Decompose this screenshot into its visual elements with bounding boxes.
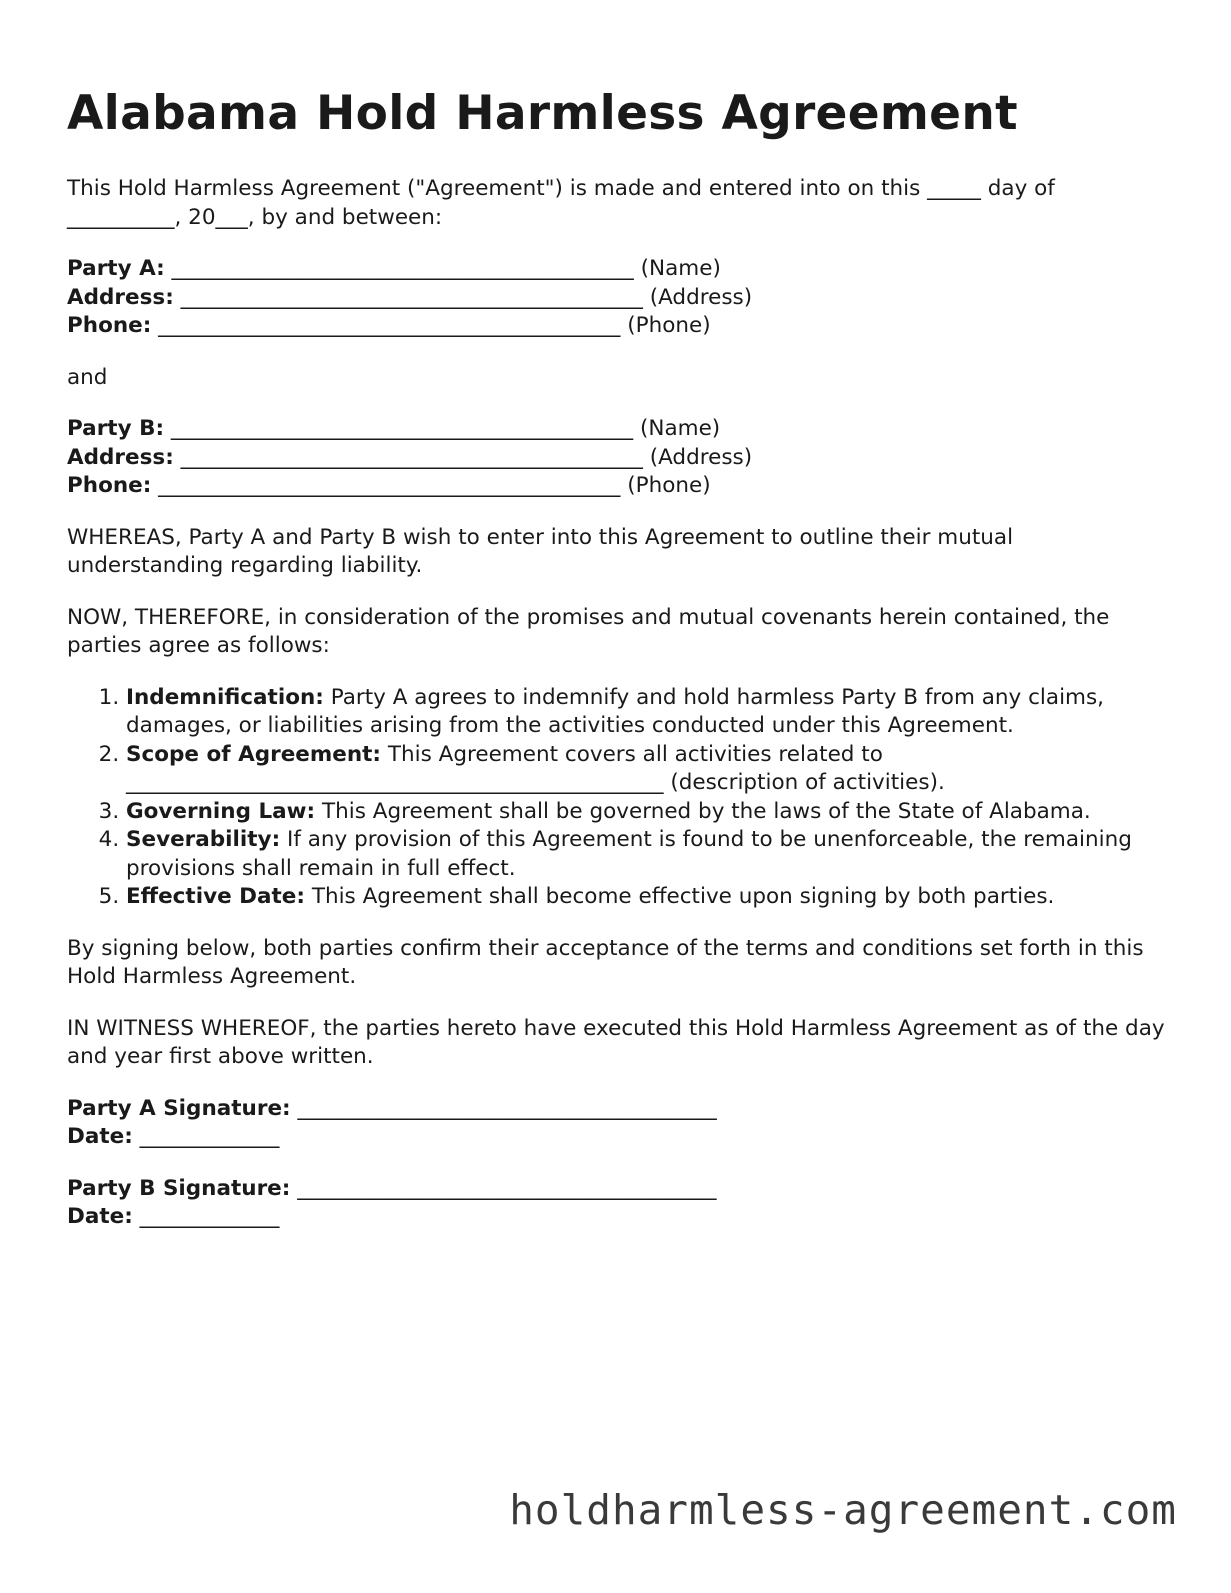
clause-text: Party A agrees to indemnify and hold harmless Party B from any claims, damages, or liabilities arising from the activities conducted under this Agreement. — [126, 684, 1105, 738]
party-b-signature-line — [67, 1175, 1167, 1204]
clause-item — [126, 684, 1167, 741]
clause-text: This Agreement covers all activities related to __________________________________________________ (description of activities). — [126, 741, 945, 795]
party-a-signature-label: Party A Signature: — [67, 1095, 291, 1121]
document-page — [67, 86, 1167, 1255]
party-b-date-label: Date: — [67, 1204, 133, 1229]
party-a-name-label: Party A: — [67, 256, 165, 281]
clause-item — [126, 798, 1167, 827]
party-a-signature-line — [67, 1095, 1167, 1124]
now-therefore-paragraph: NOW, THEREFORE, in consideration of the promises and mutual covenants herein contained, the parties agree as follows: — [67, 604, 1110, 658]
party-b-name-label: Party B: — [67, 416, 165, 441]
party-b-signature-block — [67, 1175, 1167, 1232]
party-b-phone-field[interactable]: ___________________________________________ (Phone) — [151, 473, 711, 498]
party-b-phone-line — [67, 472, 1167, 501]
clause-label: Governing Law: — [126, 798, 316, 824]
clause-item — [126, 741, 1167, 798]
party-a-signature-block — [67, 1095, 1167, 1152]
confirmation-paragraph: By signing below, both parties confirm their acceptance of the terms and conditions set forth in this Hold Harmless Agreement. — [67, 935, 1144, 989]
party-b-address-field[interactable]: ___________________________________________ (Address) — [173, 444, 753, 470]
party-a-block — [67, 255, 1167, 341]
party-a-address-line — [67, 284, 1167, 313]
witness-paragraph: IN WITNESS WHEREOF, the parties hereto have executed this Hold Harmless Agreement as of the day and year first above written. — [67, 1015, 1165, 1069]
party-a-address-field[interactable]: ___________________________________________ (Address) — [173, 284, 753, 310]
document-title: Alabama Hold Harmless Agreement — [67, 86, 1018, 141]
party-a-date-line — [67, 1123, 1167, 1152]
party-b-signature-label: Party B Signature: — [67, 1175, 291, 1201]
party-b-address-label: Address: — [67, 444, 174, 470]
party-b-signature-field[interactable]: _______________________________________ — [290, 1175, 717, 1201]
party-a-address-label: Address: — [67, 284, 174, 310]
clause-label: Indemnification: — [126, 684, 324, 710]
document-body — [67, 175, 1167, 1232]
clause-label: Effective Date: — [126, 884, 305, 909]
party-b-name-field[interactable]: ___________________________________________ (Name) — [164, 416, 721, 441]
clause-item — [126, 883, 1167, 912]
party-b-phone-label: Phone: — [67, 473, 152, 498]
party-a-phone-label: Phone: — [67, 313, 152, 338]
party-a-signature-field[interactable]: _______________________________________ — [290, 1095, 717, 1121]
party-a-date-label: Date: — [67, 1124, 133, 1149]
clause-label: Severability: — [126, 827, 281, 852]
party-a-phone-field[interactable]: ___________________________________________ (Phone) — [151, 313, 711, 338]
party-b-date-field[interactable]: _____________ — [132, 1204, 280, 1229]
clause-text: This Agreement shall be governed by the laws of the State of Alabama. — [315, 798, 1091, 824]
party-b-address-line — [67, 444, 1167, 473]
party-b-block — [67, 415, 1167, 501]
and-text: and — [67, 364, 108, 390]
party-a-name-field[interactable]: ___________________________________________ (Name) — [164, 256, 721, 281]
clause-text: This Agreement shall become effective upon signing by both parties. — [304, 884, 1055, 909]
party-b-name-line — [67, 415, 1167, 444]
whereas-paragraph: WHEREAS, Party A and Party B wish to enter into this Agreement to outline their mutual understanding regarding liability. — [67, 524, 1014, 578]
clause-label: Scope of Agreement: — [126, 741, 382, 767]
party-b-date-line — [67, 1203, 1167, 1232]
party-a-date-field[interactable]: _____________ — [132, 1124, 280, 1149]
clauses-list — [67, 684, 1167, 912]
party-a-name-line — [67, 255, 1167, 284]
clause-text: If any provision of this Agreement is found to be unenforceable, the remaining provisions shall remain in full effect. — [126, 827, 1132, 881]
website-watermark: holdharmless-agreement.com — [509, 1486, 1177, 1534]
intro-paragraph: This Hold Harmless Agreement ("Agreement") is made and entered into on this _____ day of __________, 20___, by and between: — [67, 176, 1055, 230]
clause-item — [126, 826, 1167, 883]
party-a-phone-line — [67, 312, 1167, 341]
